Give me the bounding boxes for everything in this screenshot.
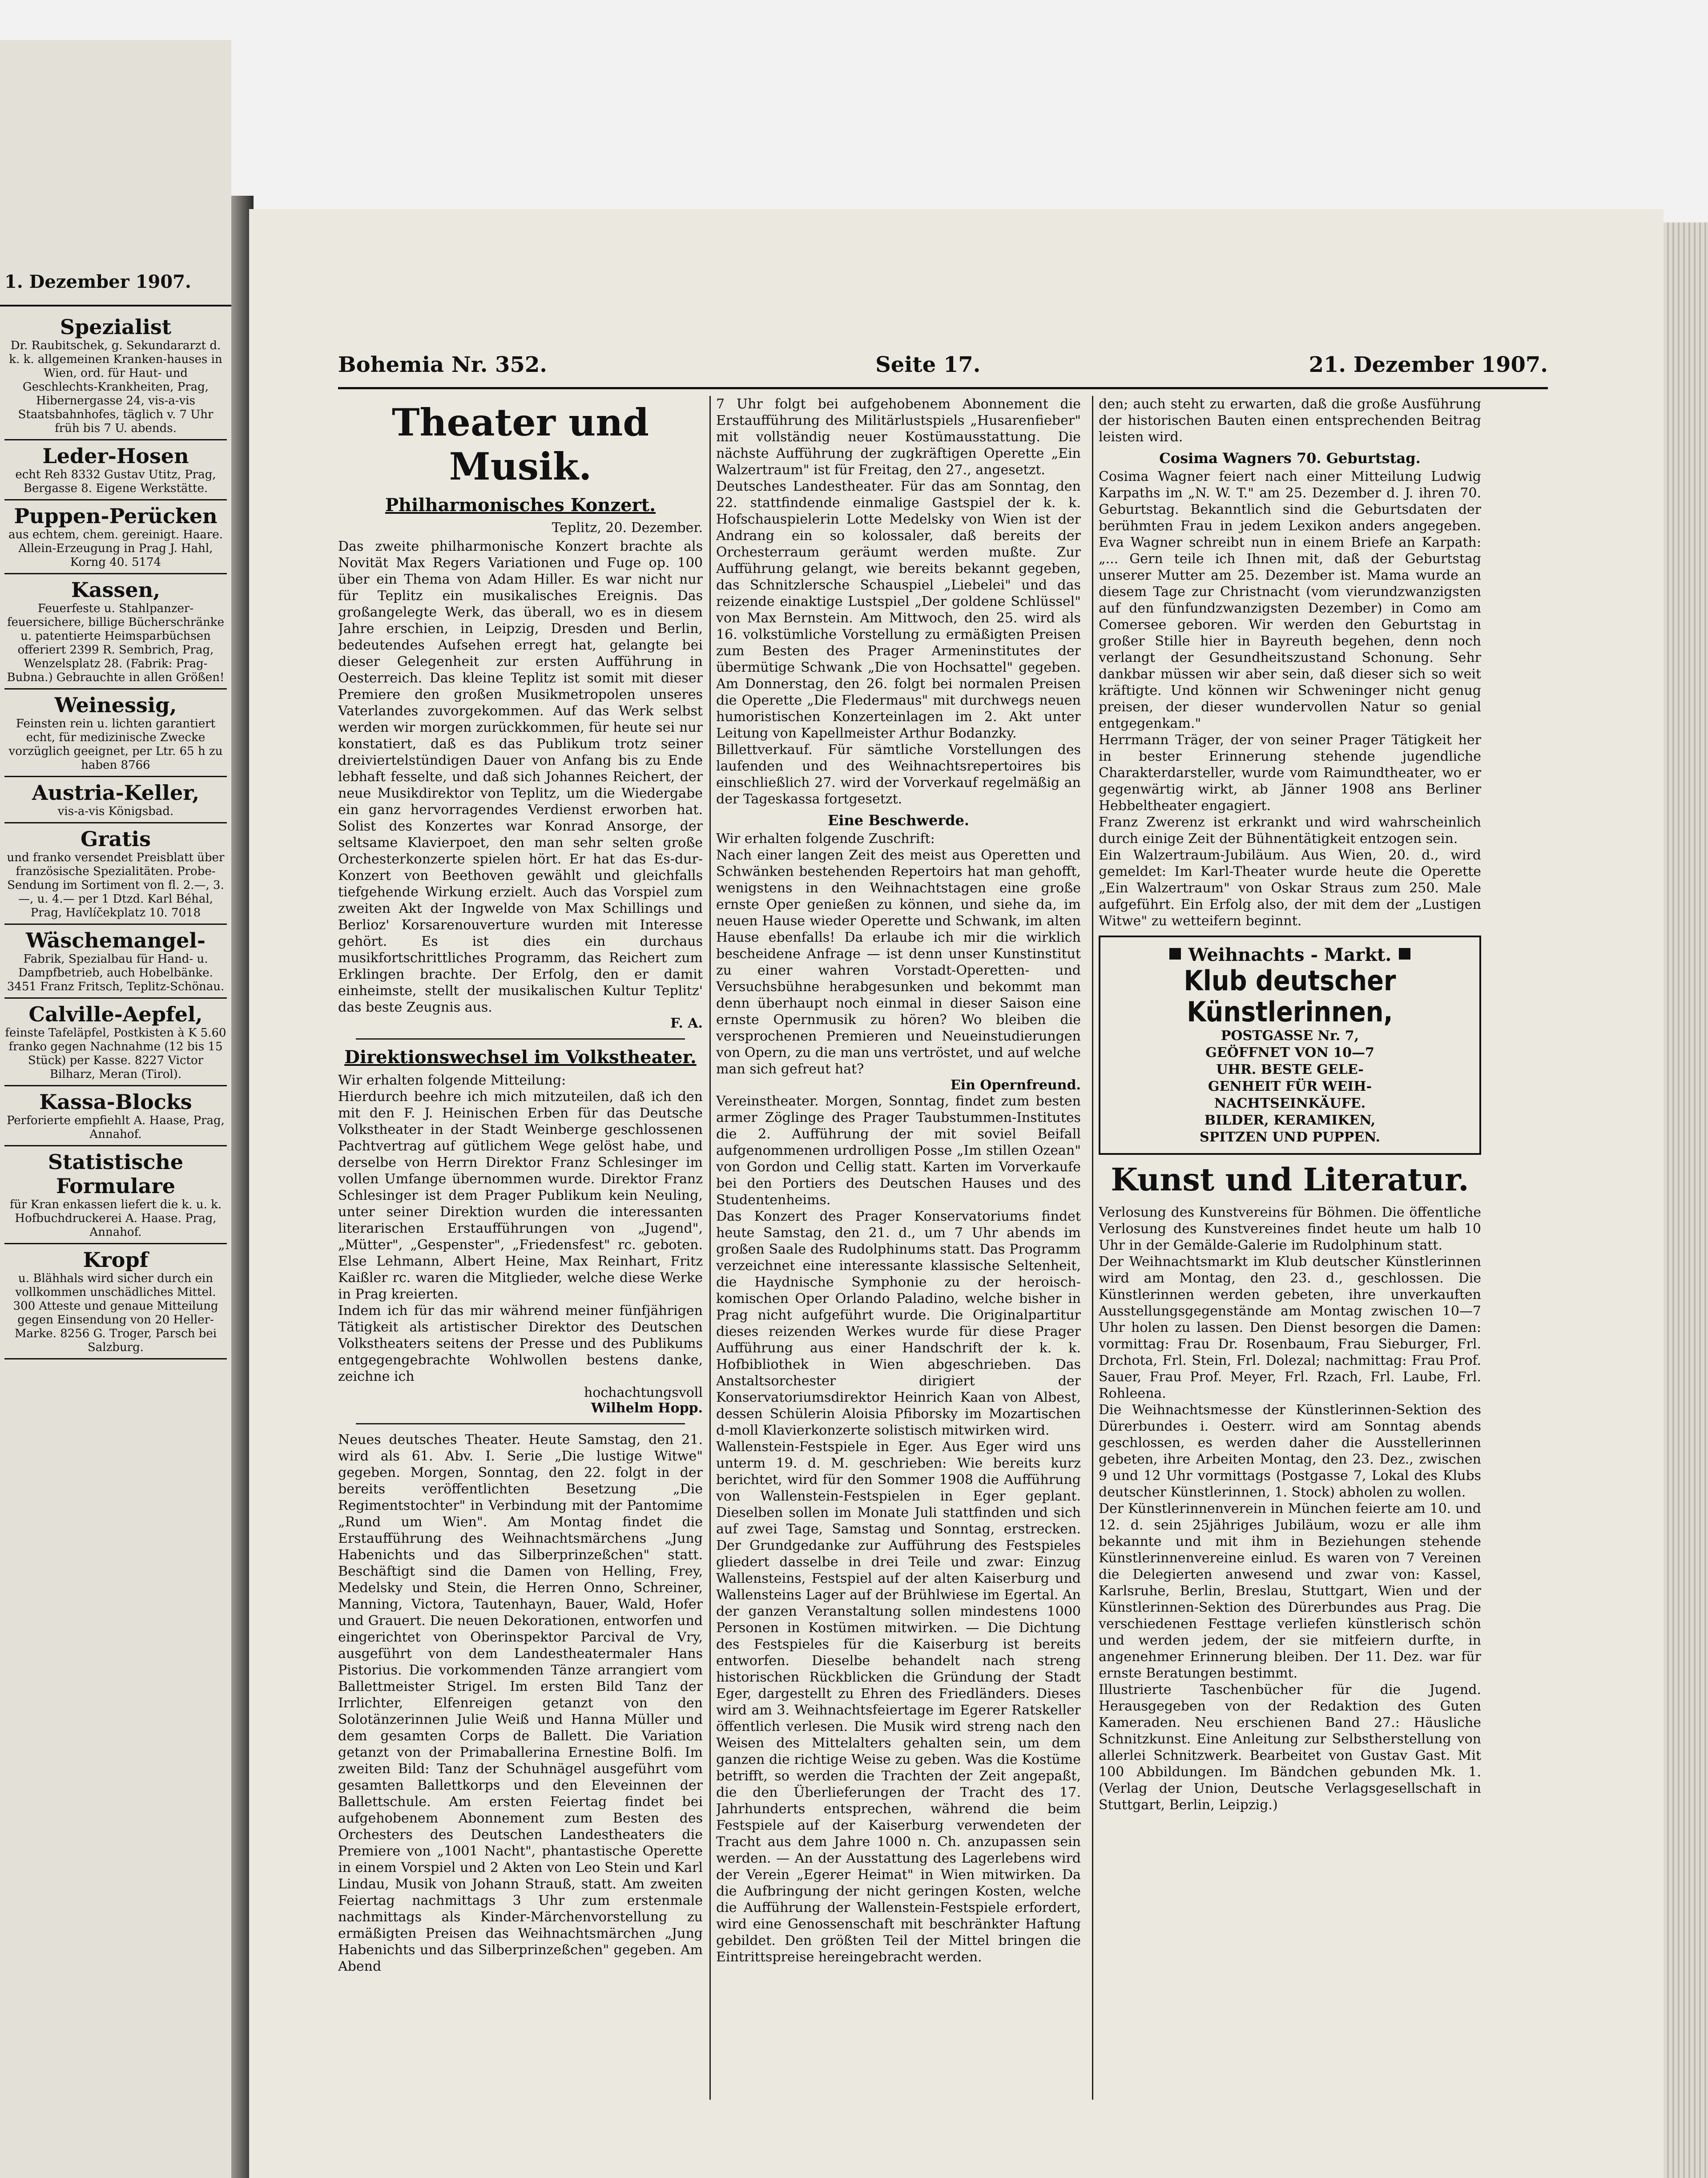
classified-ad-title: Kassa-Blocks (39, 1090, 192, 1114)
masthead-rule (338, 387, 1548, 389)
classified-ad-text: Dr. Raubitschek, g. Sekundararzt d. k. k. allgemeinen Kranken-hauses in Wien, ord. für Haut- und Geschlechts-Krankheiten, Prag, Hibernergasse 24, vis-a-vis Staatsbahnhofes, täglich v. 7 Uhr früh bis 7 U. abends. (9, 339, 222, 435)
classified-ad (4, 777, 227, 823)
article-signature: Ein Opernfreund. (950, 1077, 1081, 1093)
classified-ad (4, 1146, 227, 1244)
previous-page-date: 1. Dezember 1907. (4, 271, 191, 292)
article-paragraph: den; auch steht zu erwarten, daß die große Ausführung der historischen Bauten einen entsprechenden Beitrag leisten wird. (1099, 396, 1481, 445)
article-paragraph: Neues deutsches Theater. Heute Samstag, den 21. wird als 61. Abv. I. Serie „Die lustige Witwe" gegeben. Morgen, Sonntag, den 22. folgt in der bereits veröffentlichten Besetzung „Die Regimentstochter" in Verbindung mit der Pantomime „Rund um Wien". Am Montag findet die Erstaufführung des Weihnachtsmärchens „Jung Habenichts und das Silberprinzeßchen" statt. Beschäftigt sind die Damen von Helling, Frey, Medelsky und Stein, die Herren Onno, Schreiner, Manning, Victora, Tautenhayn, Bauer, Wald, Hofer und Grauert. Die neuen Dekorationen, entworfen und eingerichtet von Oberinspektor Parcival de Vry, ausgeführt von dem Landestheatermaler Hans Pistorius. Die vorkommenden Tänze arrangiert vom Ballettmeister Strigel. Im ersten Bild Tanz der Irrlichter, Elfenreigen getanzt von den Solotänzerinnen Julie Weiß und Hanna Müller und dem gesamten Corps de Ballett. Die Variation getanzt von der Primaballerina Ernestine Bolfi. Im zweiten Bild: Tanz der Schuhnägel ausgeführt vom gesamten Ballettkorps und den Eleveinnen der Ballettschule. Am ersten Feiertag findet bei aufgehobenem Abonnement zum Besten des Orchesters des Deutschen Landestheaters die Premiere von „1001 Nacht", phantastische Operette in einem Vorspiel und 2 Akten von Leo Stein und Karl Lindau, Musik von Johann Strauß, statt. Am zweiten Feiertag nachmittags 3 Uhr zum erstenmale nachmittags als Kinder-Märchenvorstellung zu ermäßigten Preisen das Weihnachtsmärchen „Jung Habenichts und das Silberprinzeßchen" gegeben. Am Abend (338, 1432, 703, 1974)
article-title: Cosima Wagners 70. Geburtstag. (1159, 450, 1421, 467)
article-paragraph: Der Künstlerinnenverein in München feierte am 10. und 12. d. sein 25jähriges Jubiläum, wozu er alle ihm bekannte und mit ihm in Beziehungen stehende Künstlerinnenvereine einlud. Es waren von 7 Vereinen die Delegierten anwesend und zwar von: Kassel, Karlsruhe, Berlin, Breslau, Stuttgart, Wien und der Künstlerinnen-Sektion des Dürerbundes aus Prag. Die verschiedenen Festtage verliefen künstlerisch schön und werden jedem, der sie mitfeiern durfte, in angenehmer Erinnerung bleiben. Der 11. Dez. war für ernste Beratungen bestimmt. (1099, 1501, 1481, 1681)
article-title: Direktionswechsel im Volkstheater. (344, 1047, 697, 1068)
article-paragraph: Die Weihnachtsmesse der Künstlerinnen-Sektion des Dürerbundes i. Oesterr. wird am Sonntag abends geschlossen, es werden daher die Ausstellerinnen gebeten, ihre Arbeiten Montag, den 23. Dez., zwischen 9 und 12 Uhr vormittags (Postgasse 7, Lokal des Klubs deutscher Künstlerinnen, 1. Stock) abholen zu wollen. (1099, 1402, 1481, 1500)
article-paragraph: Das Konzert des Prager Konservatoriums findet heute Samstag, den 21. d., um 7 Uhr abends im großen Saale des Rudolphinums statt. Das Programm verzeichnet eine interessante klassische Seltenheit, die Haydnische Symphonie zu der heroisch-komischen Oper Orlando Paladino, welche bisher in Prag nicht aufgeführt wurde. Die Originalpartitur dieses reizenden Werkes wurde für diese Prager Aufführung aus einer Handschrift der k. k. Hofbibliothek in Wien abgeschrieben. Das Anstaltsorchester dirigiert der Konservatoriumsdirektor Heinrich Kaan von Albest, dessen Schülerin Aloisia Pfiborsky im Mozartischen d-moll Klavierkonzerte solistisch mitwirken wird. (716, 1209, 1081, 1438)
classified-ad-title: Kassen, (71, 578, 161, 602)
article-paragraph: Illustrierte Taschenbücher für die Jugend. Herausgegeben von der Redaktion des Guten Kameraden. Neu erschienen Band 27.: Häusliche Schnitzkunst. Eine Anleitung zur Selbstherstellung von allerlei Schnitzwerk. Bearbeitet von Gustav Gast. Mit 100 Abbildungen. Im Bändchen gebunden Mk. 1. (Verlag der Union, Deutsche Verlagsgesellschaft in Stuttgart, Berlin, Leipzig.) (1099, 1682, 1481, 1813)
classified-ad-title: Calville-Aepfel, (28, 1002, 203, 1026)
article-paragraph: Der Weihnachtsmarkt im Klub deutscher Künstlerinnen wird am Montag, den 23. d., geschlossen. Die Künstlerinnen werden gebeten, ihre unverkauften Ausstellungsgegenstände am Montag zwischen 10—7 Uhr holen zu lassen. Den Dienst besorgen die Damen: vormittag: Frau Dr. Rosenbaum, Frau Sieburger, Frl. Drchota, Frl. Stein, Frl. Dolezal; nachmittag: Frau Prof. Sauer, Frau Prof. Meyer, Frl. Rzach, Frl. Laube, Frl. Rohleena. (1099, 1254, 1481, 1401)
classified-ad-text: u. Blähhals wird sicher durch ein vollkommen unschädliches Mittel. 300 Atteste und genaue Mitteilung gegen Einsendung von 20 Heller-Marke. 8256 G. Troger, Parsch bei Salzburg. (13, 1272, 218, 1354)
section-title: Theater und Musik. (391, 400, 649, 488)
article-paragraph: Vereinstheater. Morgen, Sonntag, findet zum besten armer Zöglinge des Prager Taubstummen-Institutes die 2. Aufführung der mit soviel Beifall aufgenommenen urdrolligen Posse „Im stillen Ozean" von Gordon und Cellig statt. Karten im Vorverkaufe bei den Portiers des Deutschen Hauses und des Studentenheims. (716, 1093, 1081, 1208)
article-paragraph: Wallenstein-Festspiele in Eger. Aus Eger wird uns unterm 19. d. M. geschrieben: Wie bereits kurz berichtet, wird für den Sommer 1908 die Aufführung von Wallenstein-Festspielen in Eger geplant. Dieselben sollen im Monate Juli stattfinden und sich auf zwei Tage, Samstag und Sonntag, erstrecken. Der Grundgedanke zur Aufführung des Festspieles gliedert dasselbe in drei Teile und zwar: Einzug Wallensteins, Festspiel auf der alten Kaiserburg und Wallensteins Lager auf der Brühlwiese im Egertal. An der ganzen Veranstaltung sollen mindestens 1000 Personen in Kostümen mitwirken. — Die Dichtung des Festspieles für die Kaiserburg ist bereits entworfen. Dieselbe behandelt nach streng historischen Rückblicken die Gründung der Stadt Eger, dargestellt zu Ehren des Friedländers. Dieses wird am 3. Weihnachtsfeiertage im Egerer Ratskeller öffentlich verlesen. Die Musik wird streng nach den Weisen des Mittelalters gehalten sein, um dem ganzen die richtige Weise zu geben. Was die Kostüme betrifft, so werden die Trachten der Zeit angepaßt, die den Überlieferungen der Tracht des 17. Jahrhunderts entsprechen, während die beim Festspiele auf der Kaiserburg verwendeten der Tracht aus dem Jahre 1000 n. Ch. anzupassen sein werden. — An der Ausstattung des Lagerlebens wird der Verein „Egerer Heimat" in Wien mitwirken. Da die Aufbringung der nicht geringen Kosten, welche die Aufführung der Wallenstein-Festspiele erfordert, wird eine Genossenschaft mit beschränkter Haftung gebildet. Den größten Teil der Mittel bringen die Eintrittspreise hereingebracht werden. (716, 1439, 1081, 1965)
ad-organization: Klub deutscher Künstlerinnen, (1184, 964, 1396, 1028)
classified-ad-text: Perforierte empfiehlt A. Haase, Prag, Annahof. (7, 1114, 225, 1141)
classified-ad-text: Feinsten rein u. lichten garantiert echt, für medizinische Zwecke vorzüglich geeignet, per Ltr. 65 h zu haben 8766 (8, 717, 223, 772)
ad-line: GENHEIT FÜR WEIH- (1208, 1079, 1372, 1094)
article-lead: Wir erhalten folgende Zuschrift: (716, 831, 935, 847)
masthead-page-number: Seite 17. (875, 352, 981, 377)
classified-ad (4, 1244, 227, 1359)
classified-ad-text: Feuerfeste u. Stahlpanzer-feuersichere, billige Bücherschränke u. patentierte Heimsparbüchsen offeriert 2399 R. Sembrich, Prag, Wenzelsplatz 28. (Fabrik: Prag-Bubna.) Gebrauchte in allen Größen! (7, 602, 225, 684)
article-paragraph: Herrmann Träger, der von seiner Prager Tätigkeit her in bester Erinnerung stehende jugendliche Charakterdarsteller, wurde vom Raimundtheater, wo er gegenwärtig wirkt, ab Jänner 1908 ans Berliner Hebbeltheater engagiert. (1099, 732, 1481, 814)
scan-background (0, 0, 1708, 231)
article-paragraph: Cosima Wagner feiert nach einer Mitteilung Ludwig Karpaths im „N. W. T." am 25. Dezember d. J. ihren 70. Geburtstag. Bekanntlich sind die Geburtsdaten der berühmten Frau in jedem Lexikon anders angegeben. Eva Wagner schreibt nun in einem Briefe an Karpath: „... Gern teile ich Ihnen mit, daß der Geburtstag unserer Mutter am 25. Dezember ist. Mama wurde an diesem Tage zur Christnacht (vom vierundzwanzigsten auf den fünfundzwanzigsten Dezember) in Como am Comersee geboren. Wir werden den Geburtstag in großer Stille hier in Bayreuth begehen, denn noch verlangt der Gesundheitszustand Schonung. Sehr dankbar müssen wir aber sein, daß dieser sich so weit kräftigte. Und können wir Schweninger nicht genug preisen, der dieser wundervollen Natur so genial entgegenkam." (1099, 469, 1481, 731)
page-stack-edge (1664, 222, 1708, 2178)
classified-ad-text: und franko versendet Preisblatt über französische Spezialitäten. Probe-Sendung im Sortiment von fl. 2.—, 3.—, u. 4.— per 1 Dtzd. Karl Béhal, Prag, Havlíčekplatz 10. 7018 (7, 851, 225, 920)
classified-ad (4, 823, 227, 925)
classified-ad-title: Leder-Hosen (42, 444, 189, 468)
classified-ad-title: Kropf (83, 1248, 149, 1272)
article-paragraph: Deutsches Landestheater. Für das am Sonntag, den 22. stattfindende einmalige Gastspiel der k. k. Hofschauspielerin Lotte Medelsky von Wien ist der Andrang ein so kolossaler, daß bereits der Orchesterraum geräumt werden mußte. Zur Aufführung gelangt, wie bereits bekannt gegeben, das Schnitzlersche Schauspiel „Liebelei" und das reizende einaktige Lustspiel „Der goldene Schlüssel" von Max Bernstein. Am Mittwoch, den 25. wird als 16. volkstümliche Vorstellung zu ermäßigten Preisen zum Besten des Prager Armeninstitutes der übermütige Schwank „Die von Hochsattel" gegeben. Am Donnerstag, den 26. folgt bei normalen Preisen die Operette „Die Fledermaus" mit durchwegs neuen humoristischen Konzerteinlagen im 2. Akt unter Leitung von Kapellmeister Arthur Bodanzky. (716, 479, 1081, 741)
previous-page-rule (0, 305, 231, 307)
classified-ad (4, 925, 227, 999)
advertisement-christmas-market (1099, 936, 1481, 1155)
article-paragraph: Nach einer langen Zeit des meist aus Operetten und Schwänken bestehenden Repertoirs hat man gehofft, wenigstens in den Weihnachtstagen eine große ernste Oper genießen zu können, und siehe da, im neuen Hause wieder Operette und Schwank, im alten Hause ebenfalls! Da erlaube ich mir die wirklich bescheidene Anfrage — ist denn unser Kunstinstitut zu einer wahren Vorstadt-Operetten- und Versuchsbühne herabgesunken und bekommt man denn überhaupt noch einmal in dieser Saison eine ernste Opernmusik zu hören? Wo bleiben die versprochenen Premieren und Neueinstudierungen von Opern, zu die man uns vertröstet, und auf welche man sich gefreut hat? (716, 847, 1081, 1077)
article-paragraph: Franz Zwerenz ist erkrankt und wird wahrscheinlich durch einige Zeit der Bühnentätigkeit entzogen sein. (1099, 815, 1481, 847)
newspaper-page (249, 209, 1664, 2178)
article-signature: F. A. (670, 1016, 703, 1031)
classified-ad-title: Weinessig, (54, 693, 177, 717)
classified-ad (4, 1086, 227, 1146)
column-2 (716, 396, 1081, 2100)
article-signature: Wilhelm Hopp. (591, 1400, 703, 1416)
classified-ad-title: Puppen-Perücken (14, 504, 218, 528)
ad-line: BILDER, KERAMIKEN, (1204, 1113, 1376, 1128)
article-paragraph: Das zweite philharmonische Konzert brachte als Novität Max Regers Variationen und Fuge op. 100 über ein Thema von Adam Hiller. Es war nicht nur für Teplitz ein musikalisches Ereignis. Das großangelegte Werk, das überall, wo es in diesem Jahre erschien, in Leipzig, Dresden und Berlin, bedeutendes Aufsehen erregt hat, gelangte bei dieser Gelegenheit zur ersten Aufführung in Oesterreich. Das kleine Teplitz ist somit mit dieser Premiere den großen Musikmetropolen unseres Vaterlandes zuvorgekommen. Auf das Werk selbst werden wir morgen zurückkommen, für heute sei nur konstatiert, daß es das Publikum trotz seiner dreiviertelstündigen Dauer von Anfang bis zu Ende lebhaft fesselte, und daß sich Johannes Reichert, der neue Musikdirektor von Teplitz, um die Wiedergabe ein ganz hervorragendes Verdienst erworben hat. Solist des Konzertes war Konrad Ansorge, der seltsame Klavierpoet, den man sehr selten große Orchesterkonzerte spielen hört. Er hat das Es-dur-Konzert von Beethoven gewählt und gleichfalls tiefgehende Wirkung erzielt. Auch das Vorspiel zum zweiten Akt der Ingwelde von Max Schillings und Berlioz' Korsarenouverture wurden mit Interesse gehört. Es ist dies ein durchaus musikfortschrittliches Programm, das Reichert zum Erklingen brachte. Der Erfolg, den er damit einheimste, stellt der musikalischen Kultur Teplitz' das beste Zeugnis aus. (338, 539, 703, 1015)
ornament-icon (1399, 948, 1410, 960)
article-paragraph: Indem ich für das mir während meiner fünfjährigen Tätigkeit als artistischer Direktor des Deutschen Volkstheaters seitens der Presse und des Publikums entgegengebrachte Wohlwollen bestens danke, zeichne ich (338, 1303, 703, 1384)
classified-ad-title: Austria-Keller, (32, 781, 200, 805)
classified-ad-title: Gratis (81, 827, 151, 851)
classified-ad (4, 999, 227, 1086)
classified-ad-text: für Kran enkassen liefert die k. u. k. Hofbuchdruckerei A. Haase. Prag, Annahof. (9, 1198, 222, 1239)
classified-ad (4, 500, 227, 574)
classified-ad-title: Statistische Formulare (48, 1150, 184, 1198)
ad-line: SPITZEN UND PUPPEN. (1200, 1129, 1380, 1145)
article-title: Philharmonisches Konzert. (385, 495, 656, 516)
ad-line: POSTGASSE Nr. 7, (1221, 1028, 1359, 1044)
article-paragraph: Ein Walzertraum-Jubiläum. Aus Wien, 20. d., wird gemeldet: Im Karl-Theater wurde heute die Operette „Ein Walzertraum" von Oskar Straus zum 250. Male aufgeführt. Ein Erfolg also, der mit dem der „Lustigen Witwe" zu wetteifern beginnt. (1099, 847, 1481, 929)
article-paragraph: Hierdurch beehre ich mich mitzuteilen, daß ich den mit den F. J. Heinischen Erben für das Deutsche Volkstheater in der Stadt Weinberge geschlossenen Pachtvertrag auf gütlichem Wege gelöst habe, und derselbe von Herrn Direktor Franz Schlesinger im vollen Umfange übernommen wurde. Direktor Franz Schlesinger ist dem Prager Publikum kein Neuling, unter seiner Direktion wurden die interessanten literarischen Erstaufführungen von „Jugend", „Mütter", „Gespenster", „Friedensfest" rc. geboten. Else Lehmann, Albert Heine, Max Reinhart, Fritz Kaißler rc. waren die Mitglieder, welche diese Werke in Prag kreierten. (338, 1089, 703, 1302)
classified-ad-text: vis-a-vis Königsbad. (57, 805, 174, 818)
ad-title: Weihnachts - Markt. (1105, 944, 1475, 965)
classified-ad (4, 574, 227, 690)
section-title: Kunst und Literatur. (1111, 1161, 1469, 1198)
article-separator (356, 1038, 685, 1040)
classified-ad-text: Fabrik, Spezialbau für Hand- u. Dampfbetrieb, auch Hobelbänke. 3451 Franz Fritsch, Teplitz-Schönau. (7, 952, 225, 993)
classified-ad-text: echt Reh 8332 Gustav Utitz, Prag, Bergasse 8. Eigene Werkstätte. (15, 468, 216, 495)
masthead-issue: Bohemia Nr. 352. (338, 352, 547, 377)
article-separator (356, 1423, 685, 1424)
classified-ad (4, 311, 227, 440)
dateline: Teplitz, 20. Dezember. (552, 520, 703, 536)
column-1 (338, 396, 703, 2100)
classified-ad (4, 690, 227, 777)
article-title: Eine Beschwerde. (827, 812, 970, 829)
classified-ad-text: aus echtem, chem. gereinigt. Haare. Allein-Erzeugung in Prag J. Hahl, Korng 40. 5174 (8, 528, 223, 569)
classified-ad (4, 440, 227, 500)
article-paragraph: Billettverkauf. Für sämtliche Vorstellungen des laufenden und des Weihnachtsrepertoires bis einschließlich 27. wird der Vorverkauf regelmäßig an der Tageskassa fortgesetzt. (716, 742, 1081, 807)
previous-page-ads (4, 311, 227, 1359)
column-3 (1099, 396, 1481, 2100)
ornament-icon (1169, 948, 1181, 960)
article-paragraph: 7 Uhr folgt bei aufgehobenem Abonnement die Erstaufführung des Militärlustspiels „Husarenfieber" mit vollständig neuer Kostümausstattung. Die nächste Aufführung der zugkräftigen Operette „Ein Walzertraum" ist für Freitag, den 27., angesetzt. (716, 396, 1081, 478)
article-paragraph: Verlosung des Kunstvereins für Böhmen. Die öffentliche Verlosung des Kunstvereines findet heute um halb 10 Uhr in der Gemälde-Galerie im Rudolphinum statt. (1099, 1205, 1481, 1253)
classified-ad-title: Wäschemangel- (25, 928, 205, 952)
ad-line: NACHTSEINKÄUFE. (1214, 1096, 1366, 1111)
masthead-date: 21. Dezember 1907. (1309, 352, 1548, 377)
article-paragraph: Wir erhalten folgende Mitteilung: (338, 1073, 566, 1088)
ad-line: GEÖFFNET VON 10—7 (1205, 1045, 1374, 1061)
masthead (338, 343, 1548, 387)
ad-details (1105, 1028, 1475, 1146)
letter-closing: hochachtungsvoll (584, 1385, 703, 1400)
previous-page (0, 40, 231, 2178)
classified-ad-title: Spezialist (60, 315, 172, 339)
ad-line: UHR. BESTE GELE- (1216, 1062, 1364, 1077)
classified-ad-text: feinste Tafeläpfel, Postkisten à K 5.60 franko gegen Nachnahme (12 bis 15 Stück) per Kasse. 8227 Victor Bilharz, Meran (Tirol). (5, 1026, 226, 1081)
column-divider (1092, 396, 1093, 2100)
column-divider (709, 396, 711, 2100)
